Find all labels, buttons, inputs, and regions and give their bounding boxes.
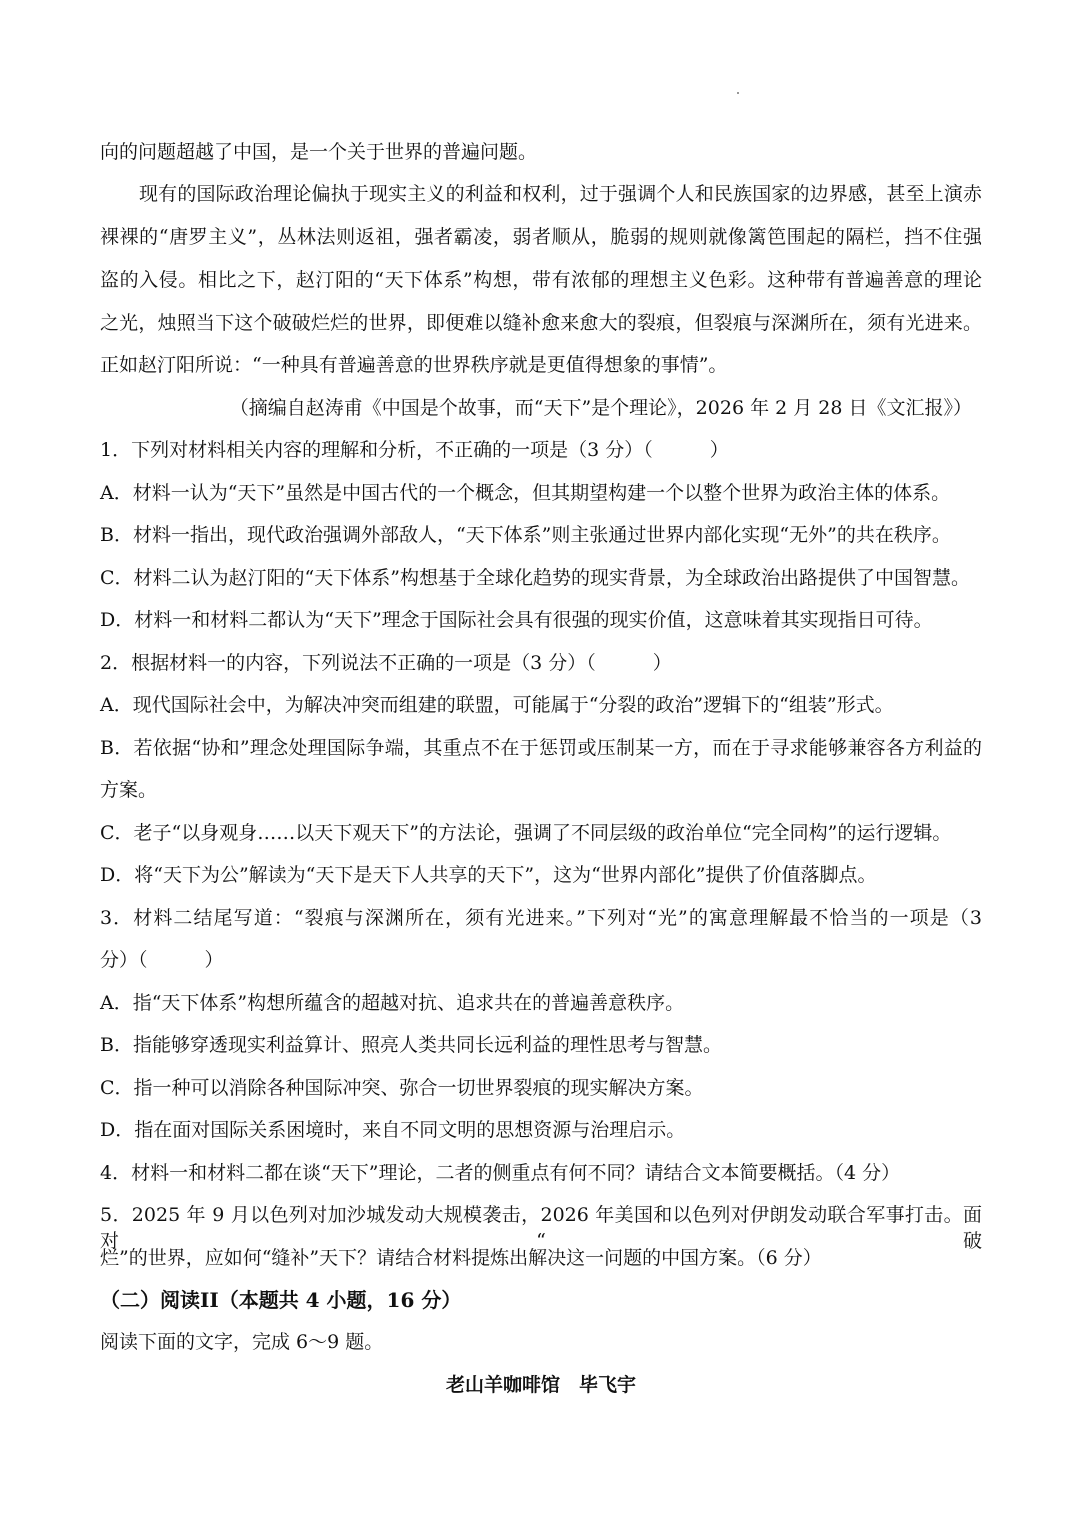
question-2-option-d: D．将“天下为公”解读为“天下是天下人共享的天下”，这为“世界内部化”提供了价值落脚点。 xyxy=(100,864,877,886)
article-title: 老山羊咖啡馆 毕飞宇 xyxy=(445,1374,636,1396)
passage-line: 之光，烛照当下这个破破烂烂的世界，即便难以缝补愈来愈大的裂痕，但裂痕与深渊所在，须有光进来。 xyxy=(100,312,982,334)
question-3-option-b: B．指能够穿透现实利益算计、照亮人类共同长远利益的理性思考与智慧。 xyxy=(100,1034,722,1056)
passage-line: 裸裸的“唐罗主义”，丛林法则返祖，强者霸凌，弱者顺从，脆弱的规则就像篱笆围起的隔栏，挡不住强 xyxy=(100,226,982,248)
question-1-option-a: A．材料一认为“天下”虽然是中国古代的一个概念，但其期望构建一个以整个世界为政治主体的体系。 xyxy=(100,482,951,504)
question-2-option-b: B．若依据“协和”理念处理国际争端，其重点不在于惩罚或压制某一方，而在于寻求能够兼容各方利益的 xyxy=(100,737,982,759)
passage-line: 现有的国际政治理论偏执于现实主义的利益和权利，过于强调个人和民族国家的边界感，甚至上演赤 xyxy=(139,183,982,205)
scan-dot xyxy=(737,92,739,94)
question-2-option-b-cont: 方案。 xyxy=(100,779,158,801)
section-heading: （二）阅读II（本题共 4 小题，16 分） xyxy=(100,1288,462,1312)
question-5: 5．2025 年 9 月以色列对加沙城发动大规模袭击，2026 年美国和以色列对伊朗发动联合军事打击。面对“破 xyxy=(100,1204,982,1252)
source-citation: （摘编自赵涛甫《中国是个故事，而“天下”是个理论》，2026 年 2 月 28 日《文汇报》） xyxy=(229,397,972,419)
question-1-stem: 1．下列对材料相关内容的理解和分析，不正确的一项是（3 分）（ ） xyxy=(100,439,729,461)
passage-line: 正如赵汀阳所说：“一种具有普遍善意的世界秩序就是更值得想象的事情”。 xyxy=(100,354,728,376)
section-instruction: 阅读下面的文字，完成 6～9 题。 xyxy=(100,1331,384,1353)
question-3-option-c: C．指一种可以消除各种国际冲突、弥合一切世界裂痕的现实解决方案。 xyxy=(100,1077,704,1099)
question-1-option-c: C．材料二认为赵汀阳的“天下体系”构想基于全球化趋势的现实背景，为全球政治出路提供了中国智慧。 xyxy=(100,567,970,589)
question-5-cont: 烂”的世界，应如何“缝补”天下？请结合材料提炼出解决这一问题的中国方案。（6 分） xyxy=(100,1247,822,1269)
question-3-stem: 3．材料二结尾写道：“裂痕与深渊所在，须有光进来。”下列对“光”的寓意理解最不恰当的一项是（3 xyxy=(100,907,982,929)
question-2-option-c: C．老子“以身观身……以天下观天下”的方法论，强调了不同层级的政治单位“完全同构”的运行逻辑。 xyxy=(100,822,952,844)
question-3-option-a: A．指“天下体系”构想所蕴含的超越对抗、追求共在的普遍善意秩序。 xyxy=(100,992,685,1014)
question-2-option-a: A．现代国际社会中，为解决冲突而组建的联盟，可能属于“分裂的政治”逻辑下的“组装”形式。 xyxy=(100,694,894,716)
passage-line: 向的问题超越了中国，是一个关于世界的普遍问题。 xyxy=(100,141,538,163)
question-1-option-b: B．材料一指出，现代政治强调外部敌人，“天下体系”则主张通过世界内部化实现“无外”的共在秩序。 xyxy=(100,524,951,546)
question-1-option-d: D．材料一和材料二都认为“天下”理念于国际社会具有很强的现实价值，这意味着其实现指日可待。 xyxy=(100,609,933,631)
question-3-stem-cont: 分）（ ） xyxy=(100,949,224,971)
question-4: 4．材料一和材料二都在谈“天下”理论，二者的侧重点有何不同？请结合文本简要概括。（4 分） xyxy=(100,1162,901,1184)
question-3-option-d: D．指在面对国际关系困境时，来自不同文明的思想资源与治理启示。 xyxy=(100,1119,686,1141)
passage-line: 盗的入侵。相比之下，赵汀阳的“天下体系”构想，带有浓郁的理想主义色彩。这种带有普遍善意的理论 xyxy=(100,269,982,291)
question-2-stem: 2．根据材料一的内容，下列说法不正确的一项是（3 分）（ ） xyxy=(100,652,672,674)
